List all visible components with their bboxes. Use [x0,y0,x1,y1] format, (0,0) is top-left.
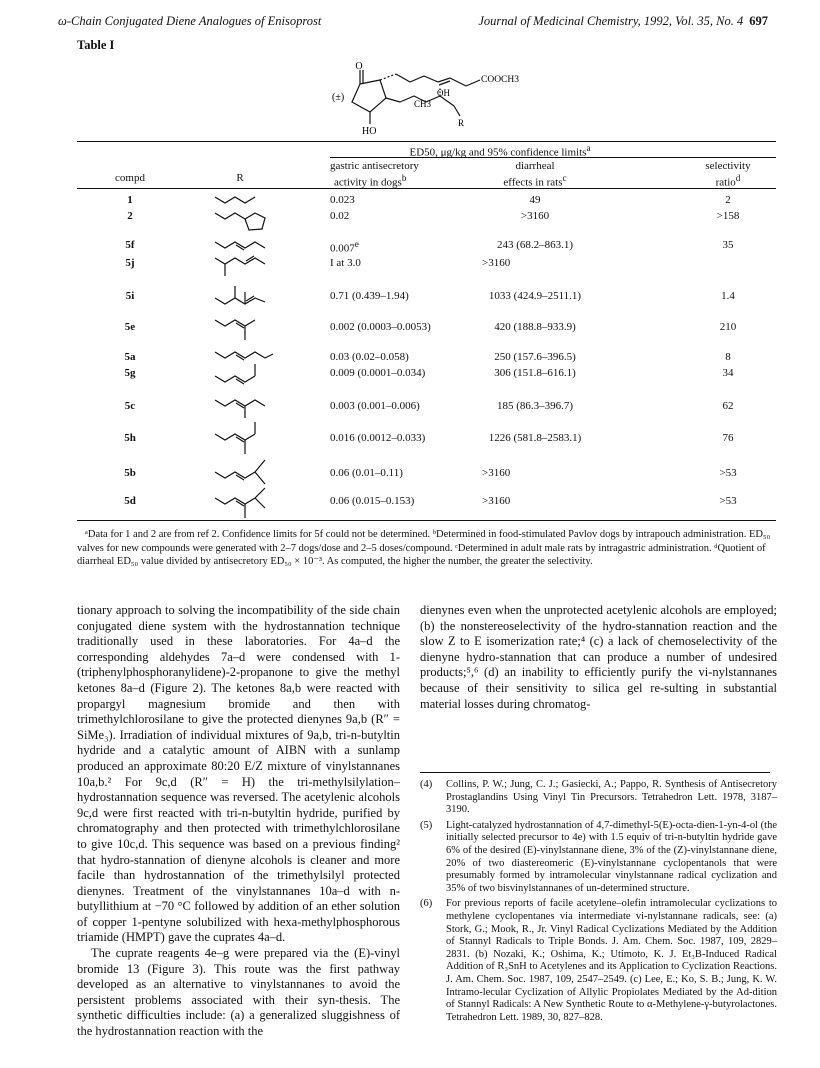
diarrheal-cell: 49 [529,194,541,206]
gastric-cell: 0.71 (0.439–1.94) [330,290,409,302]
body-paragraph: tionary approach to solving the incompatibility of the side chain conjugated diene system with the hydrostannation technique traditionally used in these laboratories. For 4a–d the corresponding aldehydes 7a–d were condensed with 1-(triphenylphosphoranylidene)-2-propanone to give the methyl ketones 8a–d (Figure 2). The ketones 8a,b were reacted with propargyl magnesium bromide and then with trimethylchlorosilane to give the protected dienynes 9a,b (R″ = SiMe₃). Irradiation of individual mixtures of 9a,b, tri-n-butyltin hydride and a catalytic amount of AIBN with a sunlamp produced an approximate 80:20 E/Z mixture of vinylstannanes 10a,b.² For 9c,d (R″ = H) the tri-methylsilylation–hydrostannation sequence was reversed. The acetylenic alcohols 9c,d were first reacted with tri-n-butyltin hydride, purified by chromatography and then protected with trimethylchlorosilane to give 10c,d. This sequence was based on a previous finding² that hydro-stannation of dienyne alcohols is cleaner and more facile than hydrostannation of the trimethylsilyl protected dienynes. Treatment of the vinylstannanes 10a–d with n-butyllithium at −70 °C followed by addition of an ether solution of copper 1-pentyne solubilized with hexa-methylphosphorous triamide (HMPT) gave the cuprates 4a–d. [77,603,400,945]
selectivity-cell: >53 [719,495,737,507]
compd-cell: 5i [125,290,135,302]
gastric-cell: 0.002 (0.0003–0.0053) [330,321,431,333]
header-article-title: ω-Chain Conjugated Diene Analogues of Enisoprost [58,14,322,28]
diarrheal-cell: 243 (68.2–863.1) [496,239,574,251]
compd-cell: 5b [124,467,136,479]
table-footnote: ᵃData for 1 and 2 are from ref 2. Confidence limits for 5f could not be determined. ᵇDetermined in food-stimulated Pavlov dogs by intrapouch administration. ED₅₀ valves for new compounds were generated with 2–7 dogs/dose and 2–5 doses/compound. ᶜDetermined in adult male rats by intragastric administration. ᵈQuotient of diarrheal ED₅₀ value divided by antisecretory ED₅₀ × 10⁻³. As computed, the higher the number, the greater the selectivity. [77,529,771,567]
r-structure [207,280,277,310]
gastric-cell [330,239,359,255]
compd-cell: 5j [125,257,135,269]
ed50-note: a [586,143,591,153]
gastric-note: b [401,173,407,183]
selectivity-header [690,160,766,189]
table-label: Table I [77,38,115,52]
r-structure [207,392,277,422]
header-journal-citation: Journal of Medicinal Chemistry, 1992, Vol. 35, No. 4 [478,14,744,28]
gastric-header-line1: gastric antisecretory [330,160,419,172]
compd-cell: 1 [127,194,133,206]
references-block [420,772,777,1027]
diarrheal-header [470,160,600,189]
diarrheal-cell: 1226 (581.8–2583.1) [488,432,582,444]
table-bottom-rule [77,520,776,521]
racemic-label: (±) [332,92,345,103]
table-top-rule [77,141,776,142]
gastric-cell: 0.02 [330,210,350,222]
compd-cell: 2 [127,210,133,222]
selectivity-note: d [735,173,741,183]
diarrheal-cell: >3160 [520,210,550,222]
oh-label: OH [437,88,450,98]
gastric-cell: 0.003 (0.001–0.006) [330,400,420,412]
compd-cell: 5g [124,367,136,379]
gastric-cell: 0.03 (0.02–0.058) [330,351,409,363]
reference-number: (4) [420,779,433,790]
selectivity-cell: 8 [725,351,731,363]
r-structure [207,203,277,233]
gastric-cell: 0.06 (0.01–0.11) [330,467,403,479]
cyclopentane-ring [352,80,386,112]
gastric-header-line2: activity in dogs [334,176,402,189]
reference-number: (5) [420,819,433,831]
running-header [58,14,768,34]
r-structure [207,420,277,456]
diarrheal-cell: >3160 [482,257,511,269]
compd-cell: 5c [124,400,136,412]
reference-number: (6) [420,898,433,910]
compd-cell: 5a [124,351,136,363]
diarrheal-cell: 1033 (424.9–2511.1) [488,290,582,302]
gastric-cell: 0.009 (0.0001–0.034) [330,367,426,379]
gastric-cell: I at 3.0 [330,257,361,269]
ed50-group-header-text: ED50, μg/kg and 95% confidence limits [409,146,587,159]
selectivity-cell: 35 [722,239,734,251]
reference-text: For previous reports of facile acetylene–olefin intramolecular cyclizations to methylene cyclopentanes via intermediate vi-nylstannane radicals, see: (a) Stork, G.; Mook, R., Jr. Vinyl Radical Cyclizations Mediated by the Addition of Stannyl Radicals to Triple Bonds. J. Am. Chem. Soc. 1987, 109, 2829–2831. (b) Nozaki, K.; Oshima, K.; Utimoto, K. J. Et₃B-Induced Radical Addition of R₃SnH to Acetylenes and its Application to Cyclization Reactions. J. Am. Chem. Soc. 1987, 109, 2547–2549. (c) Lee, E.; Ko, S. B.; Jung, K. W. Intramo-lecular Cyclization of Allylic Propiolates Mediated by the Ad-dition of Stannyl Radicals: A New Synthetic Route to α-Methylene-γ-butyrolactones. Tetrahedron Lett. 1989, 30, 827–828. [446,898,777,1023]
core-structure-diagram [330,60,560,142]
selectivity-cell: 62 [722,400,734,412]
selectivity-cell: >53 [719,467,737,479]
reference-item [420,898,777,1024]
gastric-cell: 0.023 [330,194,355,206]
header-bottom-rule [77,188,776,189]
ketone-o-label: O [355,61,363,72]
gastric-cell: 0.016 (0.0012–0.033) [330,432,426,444]
compd-cell: 5f [125,239,135,251]
reference-text: Collins, P. W.; Jung, C. J.; Gasiecki, A.; Pappo, R. Synthesis of Antisecretory Prostaglandins Using Vinyl Tin Precursors. Tetrahedron Lett. 1978, 3187–3190. [446,779,777,816]
r-structure [207,250,277,278]
body-paragraph: dienynes even when the unprotected acetylenic alcohols are employed; (b) the nonstereoselectivity of the hydro-stannation reaction and the slow Z to E isomerization rate;⁴ (c) a lack of chemoselectivity of the dienyne hydro-stannation that can produce a number of undesired products;⁵,⁶ (d) an inability to efficiently purify the vi-nylstannanes because of their sensitivity to silica gel re-sulting in substantial material losses during chromatog- [420,603,777,711]
diarrheal-note: c [562,173,567,183]
r-label: R [458,118,465,128]
reference-text: Light-catalyzed hydrostannation of 4,7-dimethyl-5(E)-octa-dien-1-yn-4-ol (the initially selected precursor to 4e) with 1.5 equiv of tri-n-butyltin hydride gave 6% of the desired (E)-vinylstannane diene, 3% of the (Z)-vinylstannane diene, 20% of two diastereomeric (E)-vinylstannane cyclopentanols that were presumably formed by intramolecular vinylstannane radical cyclization and 35% of two bisvinylstannanes of un-determined structure. [446,819,777,894]
selectivity-cell: 2 [725,194,731,206]
r-structure [207,362,277,392]
header-journal [478,14,768,29]
diarrheal-cell: 185 (86.3–396.7) [496,400,574,412]
r-header: R [236,172,244,184]
group-header-rule [330,157,776,158]
diarrheal-cell: 420 (188.8–933.9) [494,321,576,333]
compd-cell: 5d [124,495,136,507]
diarrheal-header-line1: diarrheal [515,160,555,172]
gastric-value: 0.007 [330,242,355,255]
gastric-value-note: e [354,239,359,249]
diarrheal-cell: >3160 [482,495,511,507]
ho-label: HO [362,126,377,137]
diarrheal-cell: >3160 [482,467,511,479]
compd-header: compd [115,172,145,184]
compd-cell: 5e [124,321,136,333]
cooch3-label: COOCH3 [481,75,520,85]
page-number: 697 [749,14,768,28]
selectivity-header-line2: ratio [715,176,736,189]
r-structure [207,312,277,344]
reference-item [420,779,777,817]
diarrheal-header-line2: effects in rats [503,176,563,189]
body-paragraph: The cuprate reagents 4e–g were prepared via the (E)-vinyl bromide 13 (Figure 3). This route was the first pathway developed as an alternative to vinylstannanes to avoid the persistent problems associated with their syn-thesis. The synthetic difficulties include: (a) a generalized sluggishness of the hydrostannation reaction with the [77,946,400,1039]
body-left-column [77,603,400,1040]
selectivity-header-line1: selectivity [705,160,751,172]
diarrheal-cell: 306 (151.8–616.1) [494,367,576,379]
gastric-header [330,160,419,189]
selectivity-cell: 210 [719,321,737,333]
reference-item [420,820,777,896]
r-structure [207,484,277,520]
compd-cell: 5h [124,432,136,444]
selectivity-cell: 1.4 [721,290,735,302]
gastric-cell: 0.06 (0.015–0.153) [330,495,415,507]
selectivity-cell: >158 [716,210,740,222]
selectivity-cell: 34 [722,367,734,379]
selectivity-cell: 76 [722,432,734,444]
body-right-column [420,603,777,712]
references-separator [420,772,770,773]
ch3-label: CH3 [414,99,432,109]
diarrheal-cell: 250 (157.6–396.5) [494,351,576,363]
